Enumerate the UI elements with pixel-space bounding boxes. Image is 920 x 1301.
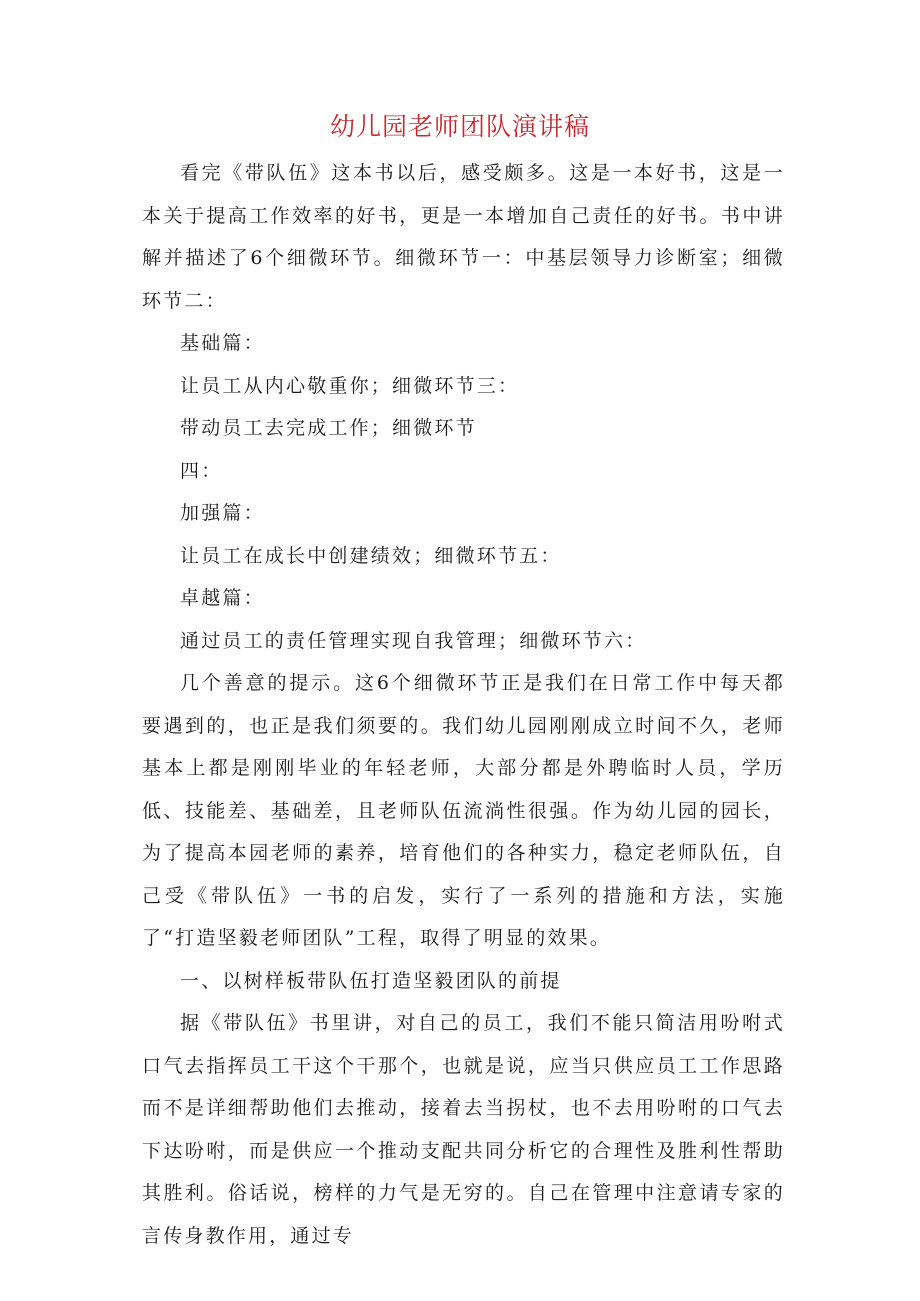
paragraph-lead-work: 带动员工去完成工作；细微环节 [180, 417, 477, 439]
paragraph-role-model: 据《带队伍》书里讲，对自己的员工，我们不能只简洁用吩咐式口气去指挥员工干这个干那个，也就是说，应当只供应员工工作思路而不是详细帮助他们去推动，接着去当拐杖，也不去用吩咐的口气去下达吩咐，而是供应一个推动支配共同分析它的合理性及胜利性帮助其胜利。俗话说，榜样的力气是无穷的。自己在管理中注意请专家的言传身教作用，通过专 [142, 1012, 785, 1247]
paragraph-four: 四： [180, 459, 223, 482]
paragraph-respect: 让员工从内心敬重你；细微环节三： [180, 374, 520, 397]
paragraph-self-management: 通过员工的责任管理实现自我管理；细微环节六： [180, 629, 647, 652]
document-title: 幼儿园老师团队演讲稿 [329, 112, 590, 141]
paragraph-basic-heading: 基础篇： [180, 332, 265, 354]
paragraph-excellence-heading: 卓越篇： [180, 587, 265, 609]
section-heading-one: 一、以树样板带队伍打造坚毅团队的前提 [180, 969, 562, 992]
paragraph-intro: 看完《带队伍》这本书以后，感受颇多。这是一本好书，这是一本关于提高工作效率的好书，更是一本增加自己责任的好书。书中讲解并描述了6个细微环节。细微环节一：中基层领导力诊断室；细微环节二： [142, 162, 785, 312]
document-body [142, 152, 785, 1257]
paragraph-growth: 让员工在成长中创建绩效；细微环节五： [180, 544, 562, 567]
paragraph-strengthen-heading: 加强篇： [180, 502, 265, 524]
paragraph-tips: 几个善意的提示。这6个细微环节正是我们在日常工作中每天都要遇到的，也正是我们须要的。我们幼儿园刚刚成立时间不久，老师基本上都是刚刚毕业的年轻老师，大部分都是外聘临时人员，学历低、技能差、基础差，且老师队伍流淌性很强。作为幼儿园的园长，为了提高本园老师的素养，培育他们的各种实力，稳定老师队伍，自己受《带队伍》一书的启发，实行了一系列的措施和方法，实施了“打造坚毅老师团队”工程，取得了明显的效果。 [142, 672, 785, 949]
